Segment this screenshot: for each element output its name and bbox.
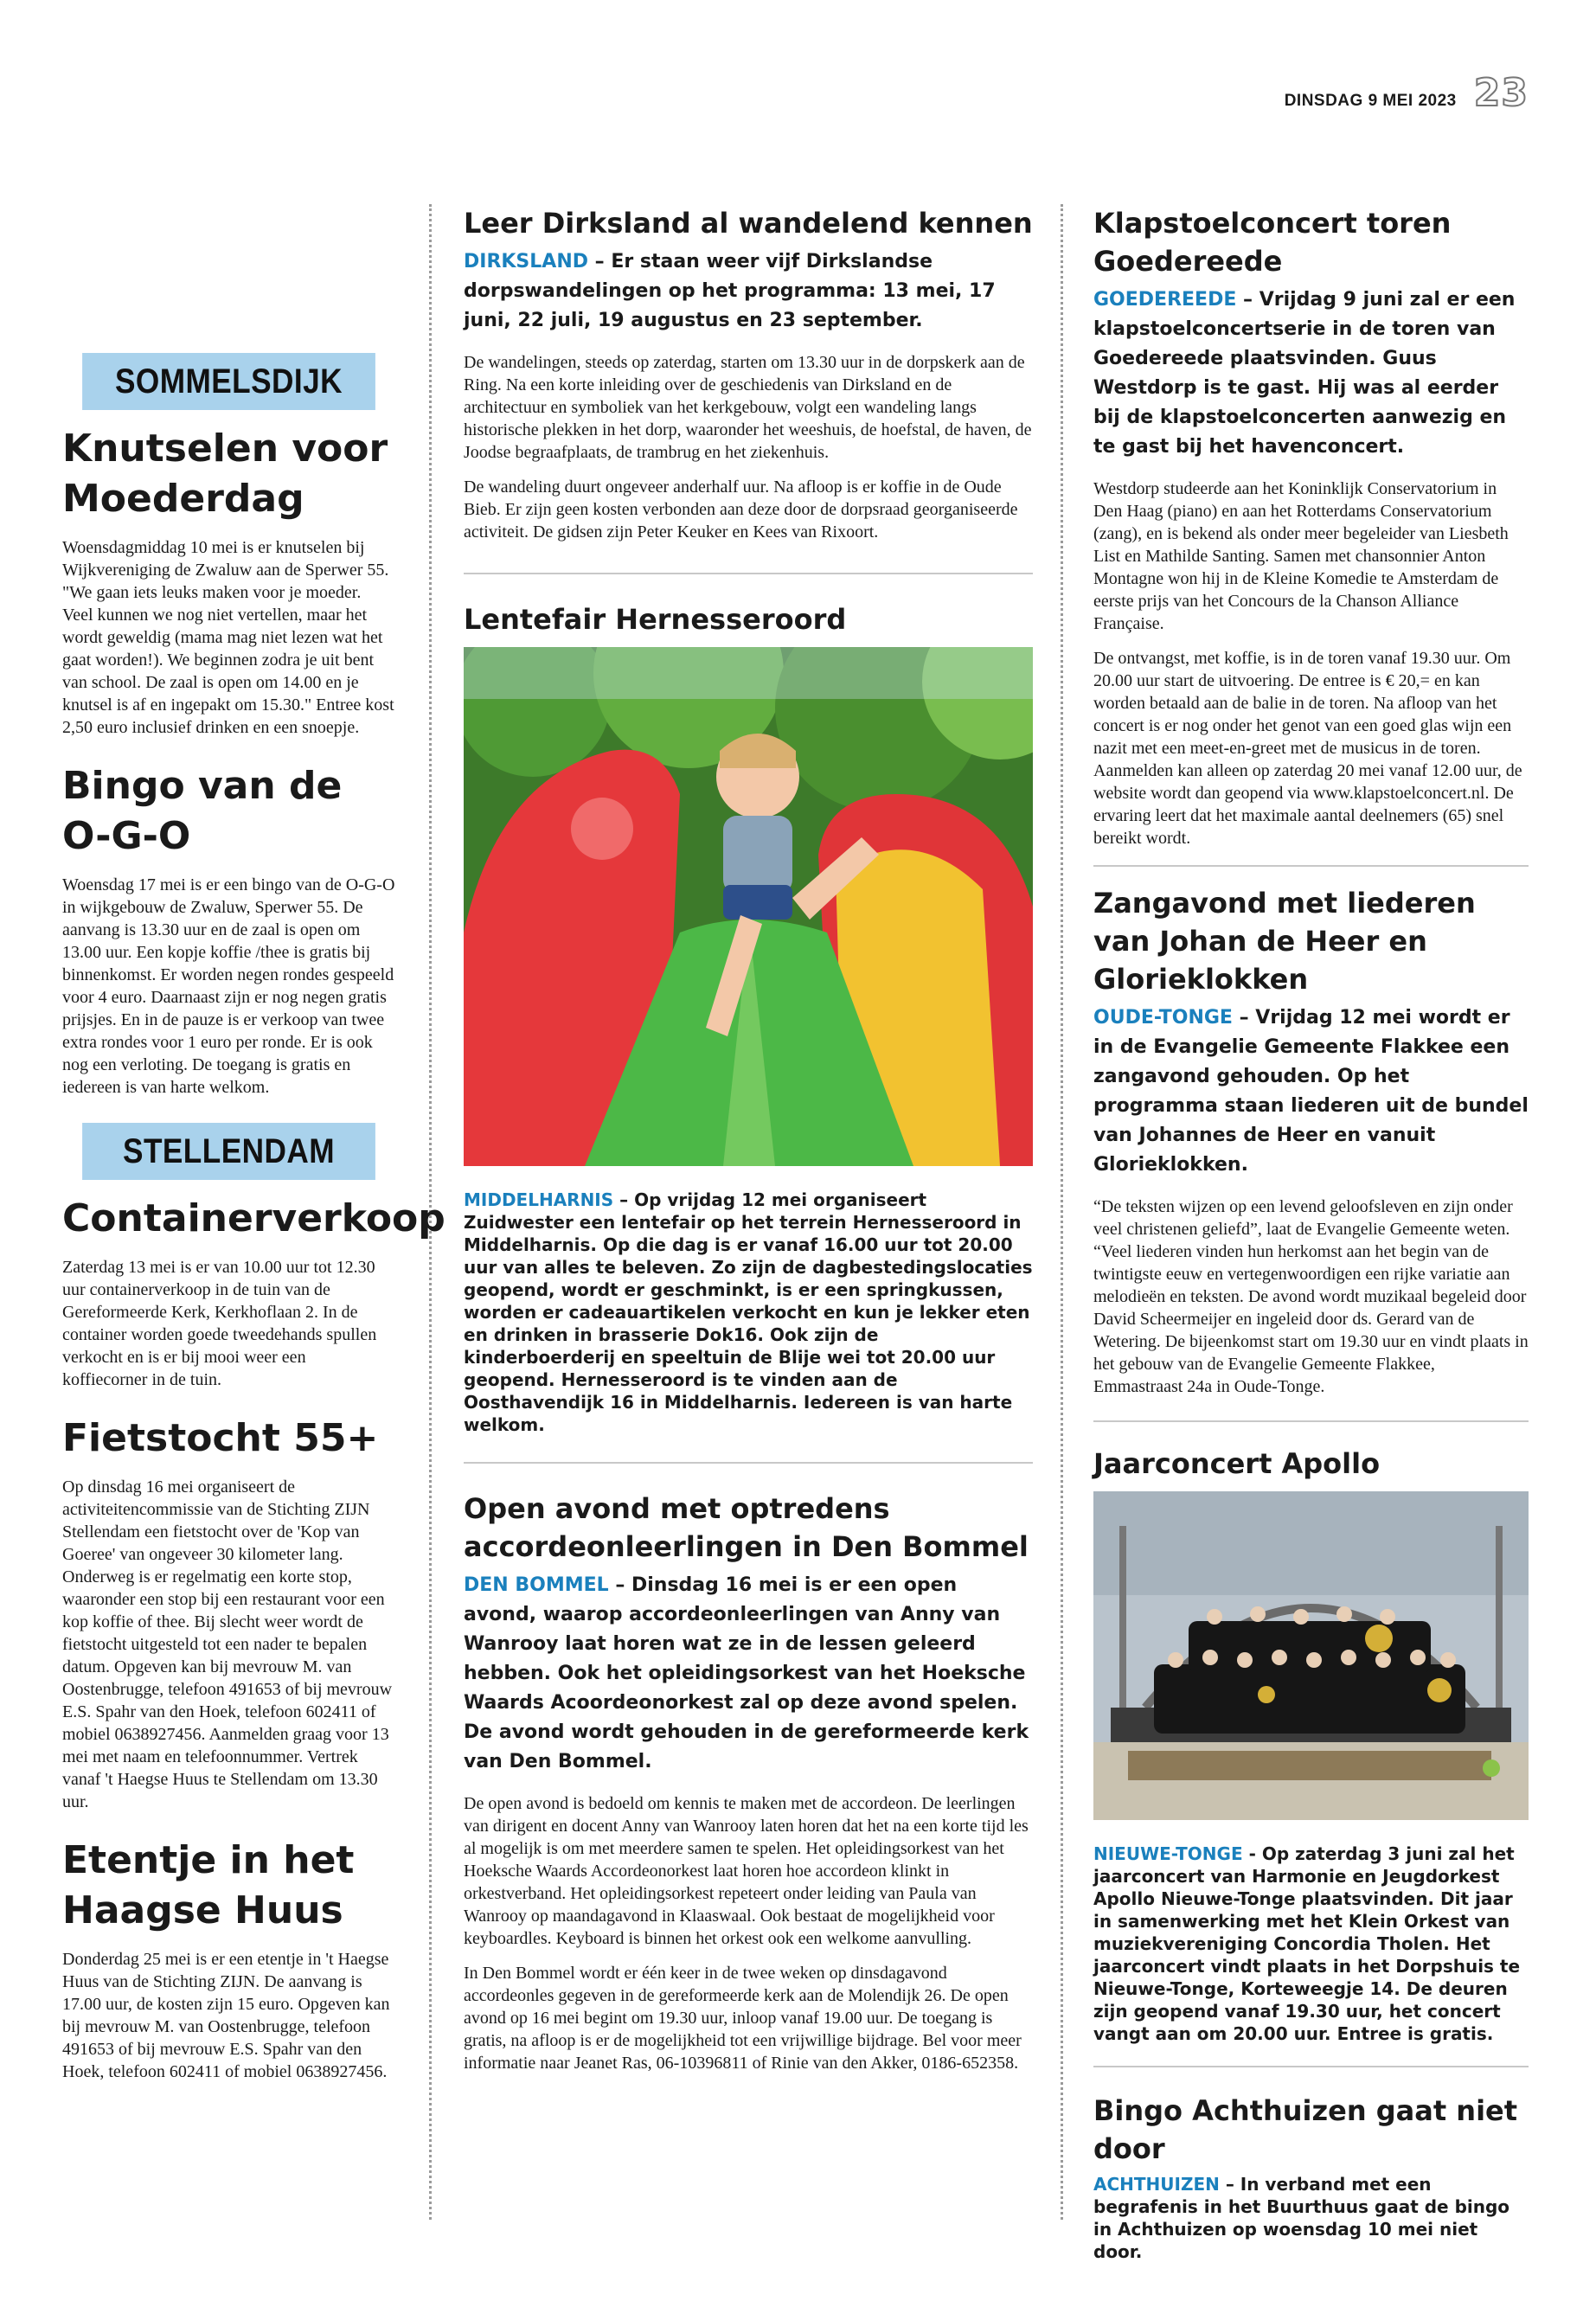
article-title: Fietstocht 55+ bbox=[62, 1416, 379, 1460]
region-band-sommelsdijk: SOMMELSDIJK bbox=[82, 353, 375, 410]
article-title: Etentje in het Haagse Huus bbox=[62, 1838, 355, 1932]
article-body: De wandeling duurt ongeveer anderhalf uur. Na afloop is er koffie in de Oude Bieb. Er zijn geen kosten verbonden aan deze door de dorpsraad georganiseerde activiteit. De gidsen zijn Peter Keuker en Kees van Rixoort. bbox=[464, 478, 1018, 542]
article-title: Klapstoelconcert toren Goedereede bbox=[1093, 207, 1452, 278]
article-title: Open avond met optredens accordeonleerlingen in Den Bommel bbox=[464, 1492, 1029, 1563]
left-column bbox=[62, 353, 445, 2095]
article-lead: DEN BOMMEL – Dinsdag 16 mei is er een open avond, waarop accordeonleerlingen van Anny van Wanrooy laat horen wat ze in de lessen geleerd hebben. Ook het opleidingsorkest van het Hoeksche Waards Acoordeonorkest zal op deze avond spelen. De avond wordt gehouden in de gereformeerde kerk van Den Bommel. bbox=[464, 1574, 1029, 1772]
article-divider bbox=[1093, 2066, 1529, 2067]
article-title: Zangavond met liederen van Johan de Heer en Glorieklokken bbox=[1093, 887, 1476, 996]
article-body: De wandelingen, steeds op zaterdag, starten om 13.30 uur in de dorpskerk aan de Ring. Na een korte inleiding over de geschiedenis van Dirksland en de architectuur en symboliek van het kerkgebouw, volgt een wandeling langs historische plekken in het dorp, waaronder het weeshuis, de hoefstal, de haven, de Joodse begraafplaats, de trambrug en het ziekenhuis. bbox=[464, 353, 1032, 462]
article-lead: DIRKSLAND – Er staan weer vijf Dirkslandse dorpswandelingen op het programma: 13 mei, 17 juni, 22 juli, 19 augustus en 23 september. bbox=[464, 251, 996, 331]
article-divider bbox=[464, 573, 1033, 574]
article-body: Donderdag 25 mei is er een etentje in 't Haegse Huus van de Stichting ZIJN. De aanvang is 17.00 uur, de kosten zijn 15 euro. Opgeven kan bij mevrouw M. van Oostenbrugge, telefoon 491653 of bij mevrouw E.S. Spahr van den Hoek, telefoon 602411 of mobiel 0638927456. bbox=[62, 1950, 390, 2081]
photo-orchestra-on-stage bbox=[1093, 1491, 1529, 1820]
page-number: 23 bbox=[1473, 71, 1529, 115]
article-divider bbox=[464, 1462, 1033, 1464]
article-title: Bingo Achthuizen gaat niet door bbox=[1093, 2094, 1518, 2165]
article-body: Woensdagmiddag 10 mei is er knutselen bij Wijkvereniging de Zwaluw aan de Sperwer 55. "We gaan iets leuks maken voor je moeder. Veel kunnen we nog niet vertellen, maar het wordt geweldig (mama mag niet lezen wat het gaat worden!). We beginnen zodra je uit bent van school. De zaal is open om 14.00 en je knutsel is af en ingepakt om 15.30." Entree kost 2,50 euro inclusief drinken en een snoepje. bbox=[62, 538, 394, 737]
article-body: Op dinsdag 16 mei organiseert de activiteitencommissie van de Stichting ZIJN Stellendam een fietstocht over de 'Kop van Goeree' van ongeveer 30 kilometer lang. Onderweg is er regelmatig een korte stop, waaronder een stop bij een restaurant voor een kop koffie of thee. Bij slecht weer wordt de fietstocht uitgesteld tot een nader te bepalen datum. Opgeven kan bij mevrouw M. van Oostenbrugge, telefoon 491653 of bij mevrouw E.S. Spahr van den Hoek, telefoon 602411 of mobiel 0638927456. Aanmelden graag voor 13 mei met naam en telefoonnummer. Vertrek vanaf 't Haegse Huus te Stellendam om 13.30 uur. bbox=[62, 1477, 393, 1811]
article-body: Woensdag 17 mei is er een bingo van de O-G-O in wijkgebouw de Zwaluw, Sperwer 55. De aanvang is 13.30 uur en de zaal is open om 13.00 uur. Een kopje koffie /thee is gratis bij binnenkomst. Er worden negen rondes gespeeld voor 4 euro. Daarnaast zijn er nog negen gratis prijsjes. En in de pauze is er verkoop van twee extra rondes voor 1 euro per ronde. Er is ook nog een verloting. De toegang is gratis en iedereen is van harte welkom. bbox=[62, 875, 395, 1097]
issue-date: DINSDAG 9 MEI 2023 bbox=[1284, 92, 1457, 110]
article-lead: NIEUWE-TONGE - Op zaterdag 3 juni zal het jaarconcert van Harmonie en Jeugdorkest Apollo Nieuwe-Tonge plaatsvinden. Dit jaar in samenwerking met het Klein Orkest van muziekvereniging Concordia Tholen. Het jaarconcert vindt plaats in het Dorpshuis te Nieuwe-Tonge, Korteweegje 14. De deuren zijn geopend vanaf 19.30 uur, het concert vangt aan om 20.00 uur. Entree is gratis. bbox=[1093, 1843, 1521, 2044]
dateline-place: OUDE-TONGE bbox=[1093, 1007, 1233, 1029]
dateline-place: MIDDELHARNIS bbox=[464, 1189, 614, 1210]
article-lead: MIDDELHARNIS – Op vrijdag 12 mei organiseert Zuidwester een lentefair op het terrein Hernesseroord in Middelharnis. Op die dag is er vanaf 16.00 uur tot 20.00 uur van alles te beleven. Zo zijn de dagbestedingslocaties geopend, wordt er geschminkt, is er een springkussen, worden er cadeauartikelen verkocht en kun je lekker eten en drinken in brasserie Dok16. Ook zijn de kinderboerderij en speeltuin de Blije wei tot 20.00 uur geopend. Hernesseroord is te vinden aan de Oosthavendijk 16 in Middelharnis. Iedereen is van harte welkom. bbox=[464, 1189, 1033, 1435]
article-lead: GOEDEREEDE – Vrijdag 9 juni zal er een klapstoelconcertserie in de toren van Goedereede plaatsvinden. Guus Westdorp is te gast. Hij was al eerder bij de klapstoelconcerten aanwezig en te gast bij het havenconcert. bbox=[1093, 289, 1516, 458]
article-body: De open avond is bedoeld om kennis te maken met de accordeon. De leerlingen van dirigent en docent Anny van Wanrooy laten horen dat het na een korte tijd les al mogelijk is om met meerdere samen te spelen. Het opleidingsorkest van het Hoeksche Waards Accordeonorkest laat horen hoe accordeon klinkt in orkestverband. Het opleidingsorkest repeteert onder leiding van Paula van Wanrooy op maandagavond in Klaaswaal. Ook bestaat de mogelijkheid voor keyboardles. Keyboard is binnen het orkest ook een welkome aanvulling. bbox=[464, 1794, 1029, 1948]
article-divider bbox=[1093, 1420, 1529, 1422]
article-divider bbox=[1093, 865, 1529, 867]
dateline-place: DIRKSLAND bbox=[464, 251, 588, 272]
article-body: In Den Bommel wordt er één keer in de twee weken op dinsdagavond accordeonles gegeven in de gereformeerde kerk aan de Molendijk 26. De open avond op 16 mei begint om 19.30 uur, inloop vanaf 19.00 uur. De toegang is gratis, na afloop is er de mogelijkheid tot een vrijwillige bijdrage. Bel voor meer informatie naar Jeanet Ras, 06-10396811 of Rinie van den Akker, 0186-652358. bbox=[464, 1964, 1022, 2073]
dateline-place: GOEDEREEDE bbox=[1093, 289, 1237, 311]
photo-child-on-bouncy-slide bbox=[464, 647, 1033, 1166]
dateline-place: DEN BOMMEL bbox=[464, 1574, 609, 1596]
article-title: Bingo van de O-G-O bbox=[62, 764, 343, 858]
article-title: Containerverkoop bbox=[62, 1196, 445, 1240]
article-lead: OUDE-TONGE – Vrijdag 12 mei wordt er in de Evangelie Gemeente Flakkee een zangavond gehouden. Op het programma staan liederen uit de bundel van Johannes de Heer en vanuit Glorieklokken. bbox=[1093, 1007, 1529, 1176]
column-divider bbox=[1061, 204, 1063, 2220]
dateline-place: ACHTHUIZEN bbox=[1093, 2174, 1220, 2195]
article-body: Westdorp studeerde aan het Koninklijk Conservatorium in Den Haag (piano) en aan het Rotterdams Conservatorium (zang), en is bekend als onder meer begeleider van Liesbeth List en Mathilde Santing. Samen met chansonnier Anton Montagne won hij in de Kleine Komedie te Amsterdam de eerste prijs van het Concours de la Chanson Alliance Française. bbox=[1093, 479, 1509, 633]
article-body: “De teksten wijzen op een levend geloofsleven en zijn onder veel christenen geliefd”, laat de Evangelie Gemeente weten. “Veel liederen vinden hun herkomst aan het begin van de twintigste eeuw en vertegenwoordigen een rijke variatie aan melodieën en teksten. De avond wordt muzikaal begeleid door David Scheermeijer en ingeleid door ds. Gerard van de Wetering. De bijeenkomst start om 19.30 uur en vindt plaats in het gebouw van de Evangelie Gemeente Flakkee, Emmastraast 24a in Oude-Tonge. bbox=[1093, 1197, 1529, 1396]
article-lead: ACHTHUIZEN – In verband met een begrafenis in het Buurthuus gaat de bingo in Achthuizen op woensdag 10 mei niet door. bbox=[1093, 2174, 1510, 2262]
article-title: Knutselen voor Moederdag bbox=[62, 426, 388, 521]
article-title: Lentefair Hernesseroord bbox=[464, 603, 847, 636]
region-band-stellendam: STELLENDAM bbox=[82, 1123, 375, 1180]
article-body: De ontvangst, met koffie, is in de toren vanaf 19.30 uur. Om 20.00 uur start de uitvoering. De entree is € 20,= en kan worden betaald aan de balie in de toren. Na afloop van het concert is er nog onder het genot van een goed glas wijn een nazit met een meet-en-greet met de musicus in de toren. Aanmelden kan alleen op zaterdag 20 mei vanaf 12.00 uur, de website wordt dan geopend via www.klapstoelconcert.nl. De ervaring leert dat het maximale aantal deelnemers (65) snel bereikt wordt. bbox=[1093, 649, 1522, 848]
article-title: Leer Dirksland al wandelend kennen bbox=[464, 207, 1033, 240]
dateline-place: NIEUWE-TONGE bbox=[1093, 1843, 1243, 1864]
article-title: Jaarconcert Apollo bbox=[1093, 1447, 1381, 1480]
page-header bbox=[1285, 71, 1529, 115]
middle-column bbox=[464, 204, 1033, 2086]
article-body: Zaterdag 13 mei is er van 10.00 uur tot 12.30 uur containerverkoop in de tuin van de Gereformeerde Kerk, Kerkhoflaan 2. In de container worden goede tweedehands spullen verkocht en is er bij mooi weer een koffiecorner in de tuin. bbox=[62, 1258, 377, 1389]
right-column bbox=[1093, 204, 1529, 2279]
